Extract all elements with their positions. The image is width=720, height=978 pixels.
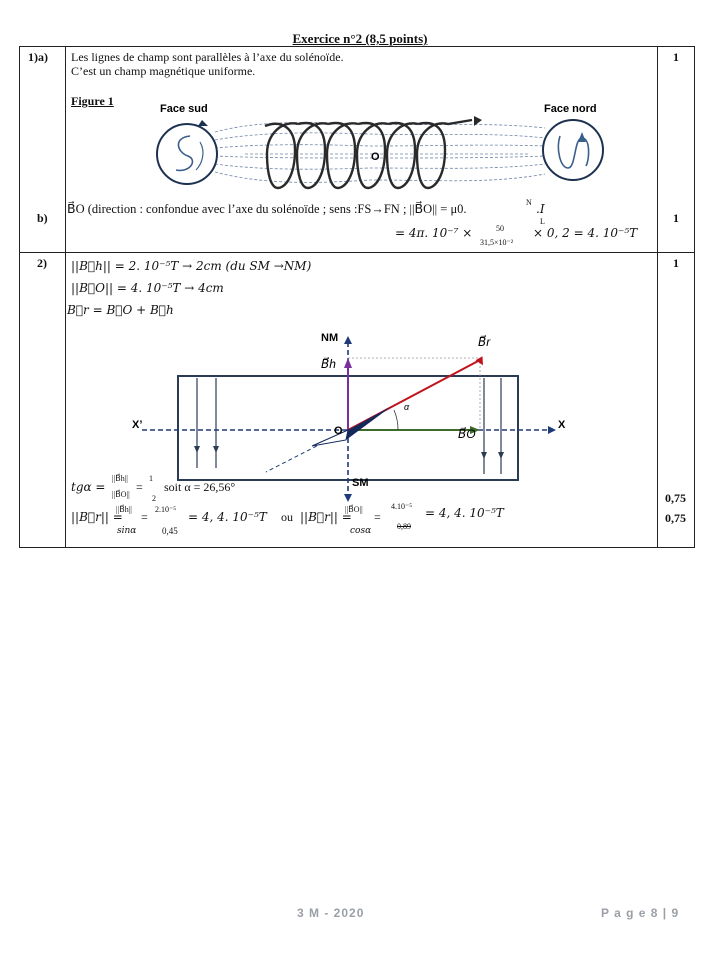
question-1a-label: 1)a) [28,50,48,64]
footer-class-year: 3 M - 2020 [297,906,365,920]
score-2-br: 0,75 [665,511,686,525]
br2-result: = 4, 4. 10⁻⁵T [425,506,504,520]
alpha-arc [394,410,398,430]
tg-left: tgα = [71,480,106,494]
compass-needle-south [312,430,348,446]
br1-result: = 4, 4. 10⁻⁵T [188,510,267,524]
br2-num: ||B⃗O|| [345,505,363,514]
sm-label: SM [352,477,369,489]
face-sud-label: Face sud [160,103,208,115]
tg-frac-den: 2 [152,494,156,503]
xprime-label: X’ [132,419,143,431]
br2-den: cosα [350,526,372,536]
origin-label: O [334,425,343,437]
br-label: B⃗r [478,335,491,349]
north-face-circle [543,120,603,180]
south-face-circle [157,124,217,184]
score-2: 1 [673,256,679,270]
answer-1b-I: .I [536,202,545,216]
br1-den2: 0,45 [162,526,178,536]
br2-den2: 0,89 [397,522,411,531]
tg-eq: = [136,480,143,494]
br1-den: sinα [117,526,137,536]
answer-2-br: B⃗r = B⃗O + B⃗h [67,303,174,317]
face-nord-label: Face nord [544,103,597,115]
bh-label: B⃗h [321,357,336,371]
nm-label: NM [321,332,339,344]
or-text: ou [281,510,293,524]
x-label: X [558,419,566,431]
solenoid-center-label: O [371,151,380,163]
answer-1b-line-b-left: = 4π. 10⁻⁷ × [395,226,473,240]
br1-eq: = [141,510,148,524]
br2-left: ||B⃗r|| = [300,510,352,524]
br1-left: ||B⃗r|| = [71,510,123,524]
answer-2-bh: ||B⃗h|| = 2. 10⁻⁵T → 2cm (du SM →NM) [71,259,312,273]
answer-1b-N: N [526,198,532,207]
answer-1b-frac-num: 50 [496,224,504,233]
tg-num: ||B⃗h|| [112,474,128,483]
footer-page-number: P a g e 8 | 9 [601,906,680,920]
question-2-label: 2) [37,256,47,270]
answer-1b-L: L [540,217,545,226]
score-2-tg: 0,75 [665,491,686,505]
alpha-label: α [404,402,410,412]
answer-1a-line1: Les lignes de champ sont parallèles à l’axe du solénoïde. [71,50,344,64]
tg-den: ||B⃗O|| [112,490,130,499]
score-1a: 1 [673,50,679,64]
score-1b: 1 [673,211,679,225]
br1-num2: 2.10⁻⁵ [155,505,177,514]
answer-1a-line2: C’est un champ magnétique uniforme. [71,64,256,78]
solenoid-figure [150,98,610,194]
question-1b-label: b) [37,211,48,225]
answer-1b-frac-den: 31,5×10⁻² [480,238,514,247]
answer-1b-line-a [67,202,467,216]
answer-1b-line-b-right: × 0, 2 = 4. 10⁻⁵T [533,226,638,240]
answer-2-b0: ||B⃗O|| = 4. 10⁻⁵T → 4cm [71,281,224,295]
b0-label: B⃗O [458,427,476,441]
br2-eq: = [374,510,381,524]
vector-diagram [120,326,580,506]
tg-frac-num: 1 [149,474,153,483]
br2-num2: 4.10⁻⁵ [391,502,413,511]
figure-1-label: Figure 1 [71,94,114,108]
br1-num: ||B⃗h|| [116,505,132,514]
answer-1b-text: B⃗O (direction : confondue avec l’axe du solénoïde ; sens :FS→FN ; ||B⃗O|| = μ0. [67,202,467,216]
exercise-title: Exercice n°2 (8,5 points) [292,31,428,46]
tg-result: soit α = 26,56° [164,480,236,494]
